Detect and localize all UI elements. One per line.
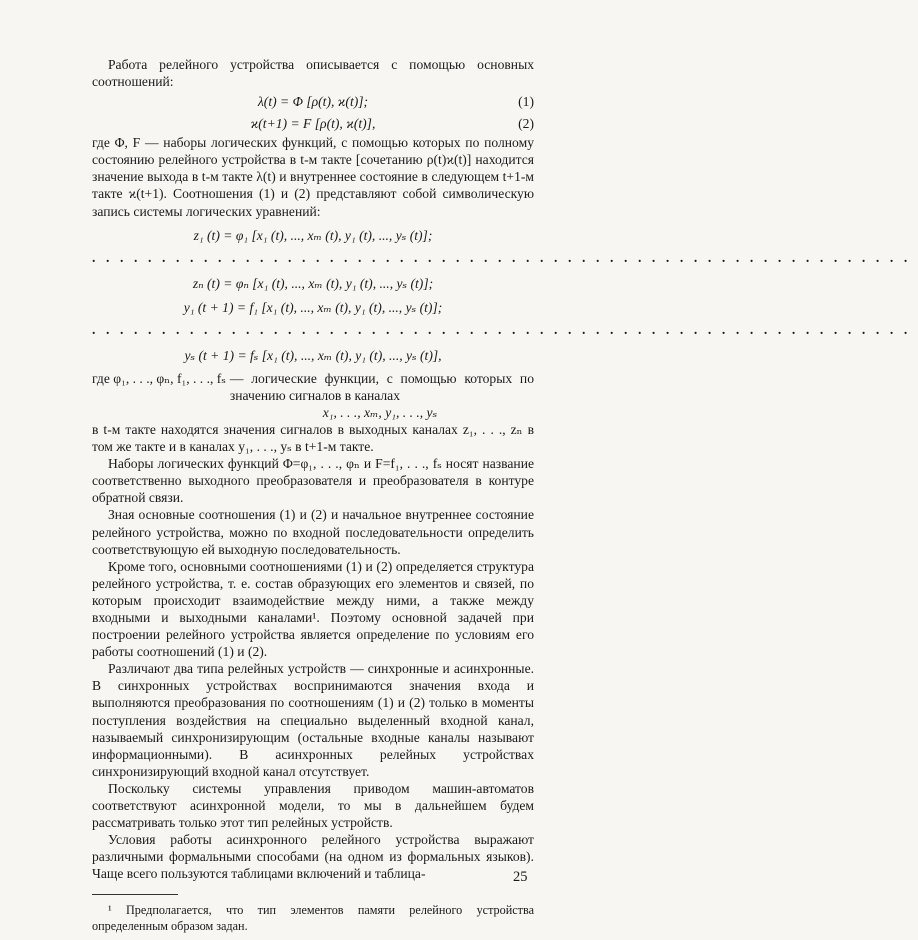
where-functions-text: — логические функции, с помощью которых по значению сигналов в каналах (229, 370, 534, 403)
where-paragraph: где Φ, F — наборы логических функций, с помощью которых по полному состоянию релейного устройства в t-м такте [сочетанию ρ(t)ϰ(t)] находится значение выхода в t-м такте λ(t) и внутреннее состояние в следующем t+1-м такте ϰ(t+1). Соотношения (1) и (2) представляют собой символическую запись системы логических уравнений: (92, 135, 534, 219)
where-functions (92, 370, 534, 421)
knowing-paragraph: Зная основные соотношения (1) и (2) и начальное внутреннее состояние релейного устройства, можно по входной последовательности определить соответствующую ей выходную последовательность. (92, 507, 534, 557)
intro-paragraph: Работа релейного устройства описывается с помощью основных соотношений: (92, 57, 534, 90)
dots-separator-1: ........................................................... (92, 249, 918, 265)
footnote-rule (92, 894, 178, 895)
equation-1 (92, 90, 534, 112)
equation-1-body: λ(t) = Φ [ρ(t), ϰ(t)]; (257, 93, 369, 109)
conditions-paragraph: Условия работы асинхронного релейного устройства выражают различными формальными способами (на одном из формальных языков). Чаще всего пользуются таблицами включений и таблица- (92, 832, 534, 882)
system-line-z1: z₁ (t) = φ₁ [x₁ (t), ..., xₘ (t), y₁ (t), ..., yₛ (t)]; (193, 227, 433, 243)
system-line-ys: yₛ (t + 1) = fₛ [x₁ (t), ..., xₘ (t), y₁ (t), ..., yₛ (t)], (184, 347, 442, 363)
system-line-zn: zₙ (t) = φₙ [x₁ (t), ..., xₘ (t), y₁ (t), ..., yₛ (t)]; (192, 275, 434, 291)
types-paragraph: Различают два типа релейных устройств — синхронные и асинхронные. В синхронных устройствах воспринимаются значения входа и выполняются преобразования по соотношениям (1) и (2) только в моменты поступления воздействия на специально выделенный входной канал, называемый синхронизирующим (остальные входные каналы называют информационными). В асинхронных релейных устройствах синхронизирующий входной канал отсутствует. (92, 661, 534, 779)
equation-2-number: (2) (518, 115, 534, 131)
where-functions-lead: где φ₁, . . ., φₙ, f₁, . . ., fₛ (92, 370, 226, 386)
equation-1-number: (1) (518, 93, 534, 109)
page-body (92, 56, 918, 934)
equation-2 (92, 112, 534, 134)
tact-paragraph: в t-м такте находятся значения сигналов в выходных каналах z₁, . . ., zₙ в том же такте и в каналах y₁, . . ., yₛ в t+1-м такте. (92, 421, 534, 455)
besides-paragraph: Кроме того, основными соотношениями (1) и (2) определяется структура релейного устройства, т. е. состав образующих его элементов и связей, по которым происходит взаимодействие между ними, а также между входными и выходными каналами¹. Поэтому основной задачей при построении релейного устройства является определение по условиям его работы соотношений (1) и (2). (92, 558, 534, 660)
footnote: ¹ Предполагается, что тип элементов памяти релейного устройства определенным образом задан. (92, 903, 534, 933)
system-line-y1: y₁ (t + 1) = f₁ [x₁ (t), ..., xₘ (t), y₁ (t), ..., yₛ (t)]; (183, 299, 443, 315)
where-functions-channels: x₁, . . ., xₘ, y₁, . . ., yₛ (322, 404, 438, 420)
page-number: 25 (513, 869, 528, 885)
sets-paragraph: Наборы логических функций Φ=φ₁, . . ., φₙ и F=f₁, . . ., fₛ носят название соответственно выходного преобразователя и преобразователя в контуре обратной связи. (92, 456, 534, 506)
equation-2-body: ϰ(t+1) = F [ρ(t), ϰ(t)], (250, 115, 376, 131)
since-paragraph: Поскольку системы управления приводом машин-автоматов соответствуют асинхронной модели, то мы в дальнейшем будем рассматривать только этот тип релейных устройств. (92, 780, 534, 831)
dots-separator-2: ........................................................... (92, 321, 918, 337)
